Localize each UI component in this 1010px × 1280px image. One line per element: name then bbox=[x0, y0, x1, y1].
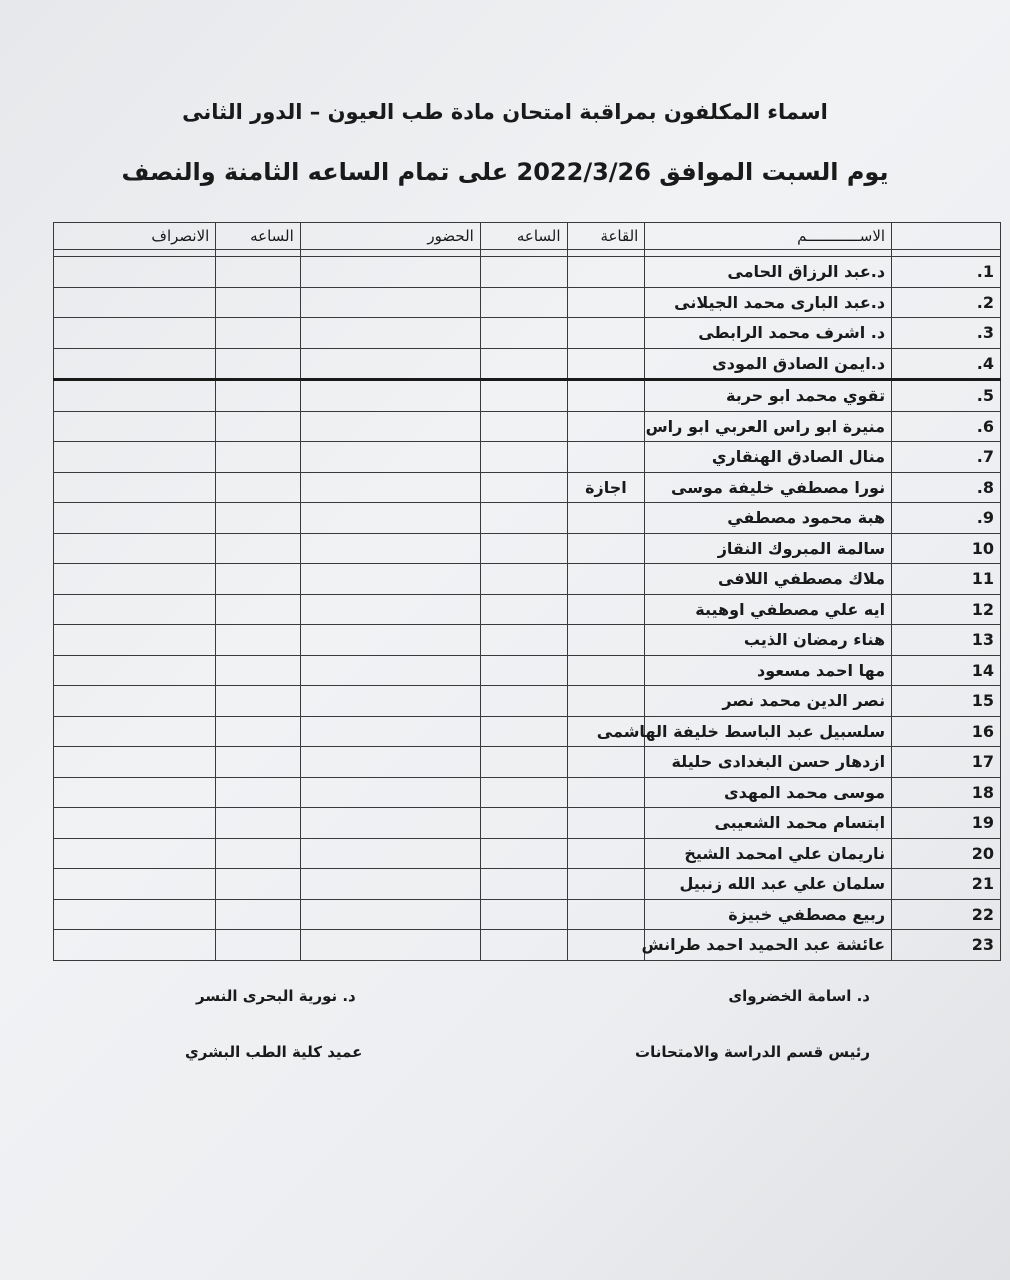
row-attendance bbox=[300, 869, 480, 900]
document-subtitle-date: يوم السبت الموافق 2022/3/26 على تمام الساعه الثامنة والنصف bbox=[121, 158, 889, 186]
row-hour-in bbox=[480, 348, 567, 380]
row-hall bbox=[567, 411, 645, 442]
row-number: 11 bbox=[892, 564, 1001, 595]
row-hall: اجازة bbox=[567, 472, 645, 503]
table-header-row bbox=[54, 223, 1001, 250]
document-title: اسماء المكلفون بمراقبة امتحان مادة طب العيون – الدور الثانى bbox=[182, 100, 828, 124]
row-hour-in bbox=[480, 838, 567, 869]
row-name: د.عبد الرزاق الحامى bbox=[645, 257, 892, 288]
table-body bbox=[54, 250, 1001, 961]
signature-left-name: د. نورية البحرى النسر bbox=[196, 987, 356, 1005]
table-row bbox=[54, 257, 1001, 288]
row-number: 7. bbox=[892, 442, 1001, 473]
table-row bbox=[54, 838, 1001, 869]
col-attendance: الحضور bbox=[300, 223, 480, 250]
table-row bbox=[54, 716, 1001, 747]
row-departure bbox=[54, 655, 216, 686]
row-hour-in bbox=[480, 442, 567, 473]
row-name: منال الصادق الهنقاري bbox=[645, 442, 892, 473]
row-hour-in bbox=[480, 777, 567, 808]
row-hour-in bbox=[480, 930, 567, 961]
row-hall bbox=[567, 808, 645, 839]
row-hour-in bbox=[480, 625, 567, 656]
row-departure bbox=[54, 257, 216, 288]
row-attendance bbox=[300, 564, 480, 595]
row-attendance bbox=[300, 442, 480, 473]
row-number: 16 bbox=[892, 716, 1001, 747]
row-hour-out bbox=[216, 380, 300, 412]
row-name: ملاك مصطفي اللافى bbox=[645, 564, 892, 595]
row-hour-in bbox=[480, 318, 567, 349]
table-row bbox=[54, 655, 1001, 686]
row-hour-in bbox=[480, 533, 567, 564]
row-hour-out bbox=[216, 808, 300, 839]
row-name: هناء رمضان الذيب bbox=[645, 625, 892, 656]
table-row bbox=[54, 808, 1001, 839]
table-row bbox=[54, 564, 1001, 595]
row-number: 21 bbox=[892, 869, 1001, 900]
row-departure bbox=[54, 472, 216, 503]
row-name: ابتسام محمد الشعيبى bbox=[645, 808, 892, 839]
row-hour-in bbox=[480, 472, 567, 503]
row-hour-out bbox=[216, 655, 300, 686]
row-name: تقوي محمد ابو حربة bbox=[645, 380, 892, 412]
table-row bbox=[54, 287, 1001, 318]
row-hour-out bbox=[216, 594, 300, 625]
row-name: عائشة عبد الحميد احمد طرانش bbox=[645, 930, 892, 961]
row-hall bbox=[567, 564, 645, 595]
row-hour-in bbox=[480, 869, 567, 900]
row-hall bbox=[567, 318, 645, 349]
row-attendance bbox=[300, 594, 480, 625]
row-number: 12 bbox=[892, 594, 1001, 625]
table-row bbox=[54, 625, 1001, 656]
row-attendance bbox=[300, 533, 480, 564]
row-hour-out bbox=[216, 472, 300, 503]
row-attendance bbox=[300, 655, 480, 686]
row-hour-in bbox=[480, 686, 567, 717]
row-hour-out bbox=[216, 411, 300, 442]
table-row bbox=[54, 348, 1001, 380]
row-departure bbox=[54, 503, 216, 534]
row-number: 8. bbox=[892, 472, 1001, 503]
row-name: سالمة المبروك النقاز bbox=[645, 533, 892, 564]
table-row bbox=[54, 747, 1001, 778]
row-departure bbox=[54, 777, 216, 808]
table-row bbox=[54, 318, 1001, 349]
signature-right-title: رئيس قسم الدراسة والامتحانات bbox=[635, 1043, 870, 1061]
row-hour-out bbox=[216, 503, 300, 534]
row-name: سلمان علي عبد الله زنبيل bbox=[645, 869, 892, 900]
row-hour-out bbox=[216, 564, 300, 595]
row-hour-in bbox=[480, 655, 567, 686]
row-number: 15 bbox=[892, 686, 1001, 717]
row-hour-in bbox=[480, 257, 567, 288]
row-departure bbox=[54, 838, 216, 869]
col-hall: القاعة bbox=[567, 223, 645, 250]
row-hall bbox=[567, 533, 645, 564]
row-departure bbox=[54, 930, 216, 961]
row-hall bbox=[567, 287, 645, 318]
row-name: ربيع مصطفي خبيزة bbox=[645, 899, 892, 930]
row-attendance bbox=[300, 318, 480, 349]
row-hall bbox=[567, 257, 645, 288]
row-departure bbox=[54, 625, 216, 656]
row-hall bbox=[567, 869, 645, 900]
row-name: موسى محمد المهدى bbox=[645, 777, 892, 808]
table-row bbox=[54, 686, 1001, 717]
row-hour-in bbox=[480, 564, 567, 595]
row-hour-out bbox=[216, 318, 300, 349]
row-hall bbox=[567, 380, 645, 412]
row-number: 20 bbox=[892, 838, 1001, 869]
row-attendance bbox=[300, 257, 480, 288]
table-row bbox=[54, 930, 1001, 961]
row-departure bbox=[54, 686, 216, 717]
row-attendance bbox=[300, 625, 480, 656]
row-name: د. اشرف محمد الرابطى bbox=[645, 318, 892, 349]
row-number: 19 bbox=[892, 808, 1001, 839]
table-row bbox=[54, 594, 1001, 625]
row-hall bbox=[567, 503, 645, 534]
row-attendance bbox=[300, 686, 480, 717]
table-row bbox=[54, 899, 1001, 930]
col-name: الاســــــــــــم bbox=[645, 223, 892, 250]
row-departure bbox=[54, 808, 216, 839]
proctor-table bbox=[53, 222, 1001, 961]
row-hour-in bbox=[480, 716, 567, 747]
row-departure bbox=[54, 348, 216, 380]
row-number: 14 bbox=[892, 655, 1001, 686]
row-hall bbox=[567, 838, 645, 869]
row-hall bbox=[567, 686, 645, 717]
row-hour-in bbox=[480, 380, 567, 412]
row-hour-out bbox=[216, 716, 300, 747]
row-hour-in bbox=[480, 747, 567, 778]
row-number: 23 bbox=[892, 930, 1001, 961]
row-name: ايه علي مصطفي اوهيبة bbox=[645, 594, 892, 625]
row-number: 22 bbox=[892, 899, 1001, 930]
row-departure bbox=[54, 899, 216, 930]
row-name: نورا مصطفي خليفة موسى bbox=[645, 472, 892, 503]
row-hall bbox=[567, 625, 645, 656]
row-departure bbox=[54, 564, 216, 595]
table-row bbox=[54, 869, 1001, 900]
row-departure bbox=[54, 716, 216, 747]
row-hour-in bbox=[480, 899, 567, 930]
row-departure bbox=[54, 869, 216, 900]
row-hour-in bbox=[480, 411, 567, 442]
row-attendance bbox=[300, 716, 480, 747]
row-number: 6. bbox=[892, 411, 1001, 442]
row-departure bbox=[54, 442, 216, 473]
row-number: 1. bbox=[892, 257, 1001, 288]
row-hour-out bbox=[216, 348, 300, 380]
row-number: 13 bbox=[892, 625, 1001, 656]
row-departure bbox=[54, 594, 216, 625]
row-attendance bbox=[300, 777, 480, 808]
row-hall bbox=[567, 747, 645, 778]
row-number: 18 bbox=[892, 777, 1001, 808]
row-hall bbox=[567, 777, 645, 808]
row-hour-in bbox=[480, 808, 567, 839]
spacer-row bbox=[54, 250, 1001, 257]
row-number: 2. bbox=[892, 287, 1001, 318]
table-row bbox=[54, 411, 1001, 442]
col-hour-out: الساعه bbox=[216, 223, 300, 250]
row-attendance bbox=[300, 472, 480, 503]
row-hour-out bbox=[216, 287, 300, 318]
row-hall bbox=[567, 899, 645, 930]
row-hall bbox=[567, 442, 645, 473]
row-attendance bbox=[300, 930, 480, 961]
row-attendance bbox=[300, 899, 480, 930]
row-departure bbox=[54, 287, 216, 318]
row-attendance bbox=[300, 838, 480, 869]
row-hall bbox=[567, 348, 645, 380]
row-hour-out bbox=[216, 257, 300, 288]
row-hall bbox=[567, 594, 645, 625]
row-name: هبة محمود مصطفي bbox=[645, 503, 892, 534]
row-departure bbox=[54, 411, 216, 442]
row-attendance bbox=[300, 348, 480, 380]
row-name: د.ايمن الصادق المودى bbox=[645, 348, 892, 380]
row-hour-out bbox=[216, 442, 300, 473]
signature-right-name: د. اسامة الخضرواى bbox=[728, 987, 870, 1005]
row-attendance bbox=[300, 411, 480, 442]
table-row bbox=[54, 503, 1001, 534]
row-hour-out bbox=[216, 869, 300, 900]
col-index bbox=[892, 223, 1001, 250]
row-name: ناريمان علي امحمد الشيخ bbox=[645, 838, 892, 869]
row-hour-out bbox=[216, 747, 300, 778]
row-hour-out bbox=[216, 533, 300, 564]
table-row bbox=[54, 777, 1001, 808]
row-hour-in bbox=[480, 287, 567, 318]
table-row bbox=[54, 533, 1001, 564]
row-hour-out bbox=[216, 625, 300, 656]
row-departure bbox=[54, 380, 216, 412]
signature-left-title: عميد كلية الطب البشري bbox=[185, 1043, 363, 1061]
row-number: 5. bbox=[892, 380, 1001, 412]
row-departure bbox=[54, 318, 216, 349]
table-row bbox=[54, 380, 1001, 412]
row-attendance bbox=[300, 808, 480, 839]
row-departure bbox=[54, 533, 216, 564]
col-hour-in: الساعه bbox=[480, 223, 567, 250]
row-number: 4. bbox=[892, 348, 1001, 380]
table-row bbox=[54, 472, 1001, 503]
row-hour-out bbox=[216, 899, 300, 930]
row-departure bbox=[54, 747, 216, 778]
row-hour-out bbox=[216, 686, 300, 717]
row-attendance bbox=[300, 287, 480, 318]
row-name: ازدهار حسن البغدادى حليلة bbox=[645, 747, 892, 778]
row-hall bbox=[567, 930, 645, 961]
row-hour-out bbox=[216, 838, 300, 869]
row-hour-out bbox=[216, 930, 300, 961]
row-name: د.عبد البارى محمد الجيلانى bbox=[645, 287, 892, 318]
row-name: سلسبيل عبد الباسط خليفة الهاشمى bbox=[645, 716, 892, 747]
row-number: 9. bbox=[892, 503, 1001, 534]
row-name: منيرة ابو راس العربي ابو راس bbox=[645, 411, 892, 442]
row-hour-in bbox=[480, 503, 567, 534]
row-number: 10 bbox=[892, 533, 1001, 564]
row-attendance bbox=[300, 747, 480, 778]
col-departure: الانصراف bbox=[54, 223, 216, 250]
row-name: مها احمد مسعود bbox=[645, 655, 892, 686]
row-attendance bbox=[300, 503, 480, 534]
row-attendance bbox=[300, 380, 480, 412]
row-hour-out bbox=[216, 777, 300, 808]
row-name: نصر الدين محمد نصر bbox=[645, 686, 892, 717]
row-number: 17 bbox=[892, 747, 1001, 778]
row-hour-in bbox=[480, 594, 567, 625]
table-row bbox=[54, 442, 1001, 473]
row-hall bbox=[567, 655, 645, 686]
row-number: 3. bbox=[892, 318, 1001, 349]
